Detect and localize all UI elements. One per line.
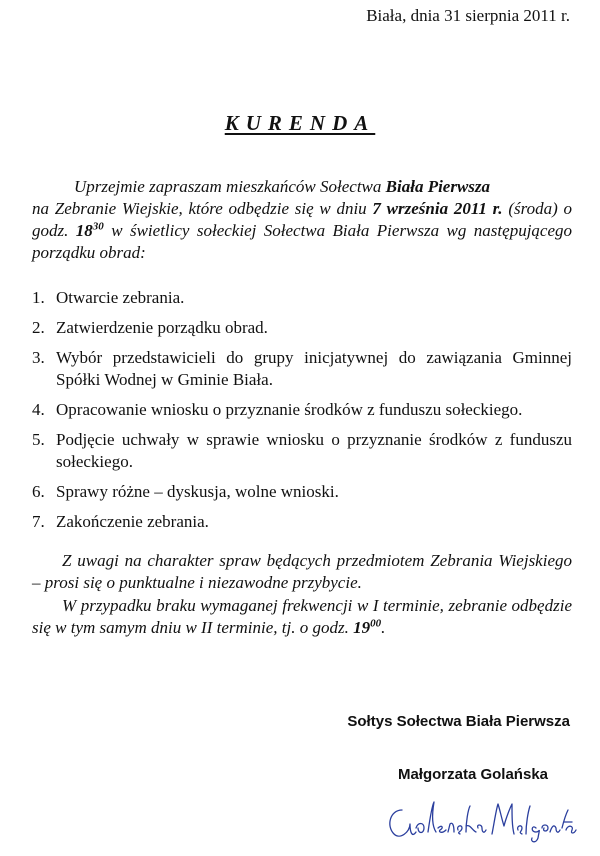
agenda-text: Zatwierdzenie porządku obrad. [56, 318, 268, 337]
agenda-item [32, 399, 572, 421]
agenda-text: Wybór przedstawicieli do grupy inicjatywnej do zawiązania Gminnej Spółki Wodnej w Gminie Biała. [56, 348, 572, 389]
intro-first-line [74, 176, 572, 198]
agenda-number: 5. [32, 430, 45, 449]
meeting-date: 7 września 2011 r. [372, 199, 503, 218]
meeting-hour-minutes: 30 [92, 220, 104, 233]
meeting-hour-main: 18 [75, 221, 93, 240]
intro-text-3: (środa) o godz. [32, 199, 572, 240]
quorum-note [32, 595, 572, 639]
agenda-number: 6. [32, 482, 45, 501]
signatory-name: Małgorzata Golańska [397, 766, 548, 783]
agenda-number: 2. [32, 318, 45, 337]
quorum-note-text: W przypadku braku wymaganej frekwencji w I terminie, zebranie odbędzie się w tym samym dniu w II terminie, tj. o godz. [32, 596, 572, 637]
agenda-text: Podjęcie uchwały w sprawie wniosku o przyznanie środków z funduszu sołeckiego. [56, 430, 572, 471]
document-title: KURENDA [224, 111, 376, 135]
agenda-number: 7. [32, 512, 45, 531]
meeting-hour [76, 221, 104, 240]
intro-paragraph [32, 198, 572, 264]
agenda-item [32, 317, 572, 339]
agenda-number: 1. [32, 288, 45, 307]
village-name: Biała Pierwsza [385, 177, 491, 196]
agenda-number: 4. [32, 400, 45, 419]
second-term-hour [353, 618, 381, 637]
agenda-item [32, 347, 572, 391]
punctuality-note [32, 550, 572, 594]
agenda-text: Zakończenie zebrania. [56, 512, 209, 531]
intro-text-4: w świetlicy sołeckiej Sołectwa Biała Pierwsza wg następującego porządku obrad: [32, 221, 573, 262]
agenda-item [32, 511, 572, 533]
punctuality-note-text: Z uwagi na charakter spraw będących przedmiotem Zebrania Wiejskiego – prosi się o punktualne i niezawodne przybycie. [32, 551, 572, 592]
signatory-role: Sołtys Sołectwa Biała Pierwsza [347, 713, 570, 730]
intro-text-1: Uprzejmie zapraszam mieszkańców Sołectwa [74, 177, 386, 196]
agenda-item [32, 481, 572, 503]
agenda-text: Sprawy różne – dyskusja, wolne wnioski. [56, 482, 339, 501]
second-term-hour-minutes: 00 [370, 617, 382, 630]
agenda-list [32, 287, 572, 541]
agenda-text: Opracowanie wniosku o przyznanie środków z funduszu sołeckiego. [56, 400, 523, 419]
agenda-item [32, 429, 572, 473]
place-date: Biała, dnia 31 sierpnia 2011 r. [366, 6, 570, 25]
agenda-number: 3. [32, 348, 45, 367]
intro-text-2: na Zebranie Wiejskie, które odbędzie się w dniu [32, 199, 373, 218]
agenda-item [32, 287, 572, 309]
agenda-text: Otwarcie zebrania. [56, 288, 185, 307]
handwritten-signature [380, 788, 580, 848]
quorum-note-end: . [381, 618, 386, 637]
second-term-hour-main: 19 [353, 618, 371, 637]
